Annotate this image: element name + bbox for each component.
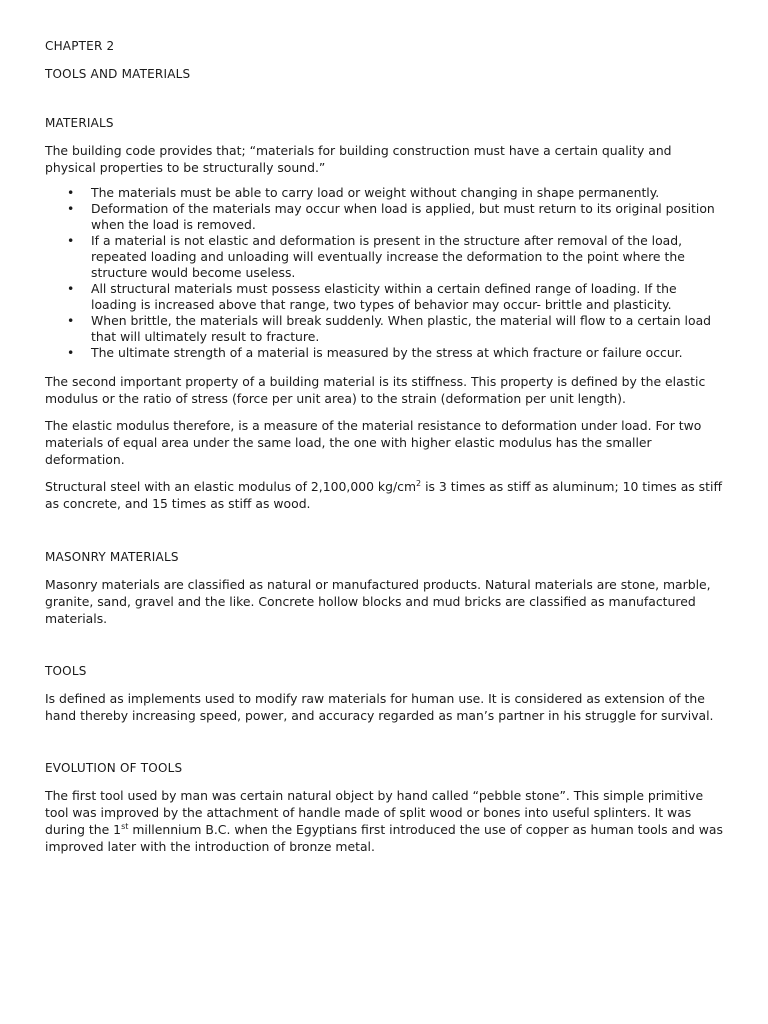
- chapter-title: TOOLS AND MATERIALS: [45, 67, 191, 81]
- list-item: • All structural materials must possess elasticity within a certain defined range of loading. If the loading is increased above that range, two types of behavior may occur- brittle and plasticity.: [67, 281, 677, 312]
- masonry-heading: MASONRY MATERIALS: [45, 550, 179, 564]
- bullet-icon: •: [67, 345, 75, 360]
- chapter-label: CHAPTER 2: [45, 39, 115, 53]
- bullet-icon: •: [67, 201, 75, 216]
- tools-paragraph: Is defined as implements used to modify raw materials for human use. It is considered as extension of the hand thereby increasing speed, power, and accuracy regarded as man’s partner in his struggle for survival.: [45, 691, 714, 723]
- materials-bullet-list: [45, 185, 725, 361]
- document-page: [45, 38, 725, 855]
- list-item: • When brittle, the materials will break suddenly. When plastic, the material will flow to a certain load that will ultimately result to fracture.: [67, 313, 712, 344]
- list-item: • If a material is not elastic and deformation is present in the structure after removal of the load, repeated loading and unloading will eventually increase the deformation to the point where the structure would become useless.: [67, 233, 685, 280]
- bullet-icon: •: [67, 185, 75, 200]
- materials-intro: The building code provides that; “materials for building construction must have a certain quality and physical properties to be structurally sound.”: [45, 143, 672, 175]
- bullet-icon: •: [67, 313, 75, 328]
- list-item: • The materials must be able to carry load or weight without changing in shape permanently.: [67, 185, 660, 200]
- tools-heading: TOOLS: [45, 664, 87, 678]
- elastic-modulus-paragraph: The elastic modulus therefore, is a measure of the material resistance to deformation under load. For two materials of equal area under the same load, the one with higher elastic modulus has the smaller deformation.: [45, 418, 702, 467]
- list-item: • Deformation of the materials may occur when load is applied, but must return to its original position when the load is removed.: [67, 201, 715, 232]
- bullet-icon: •: [67, 233, 75, 248]
- structural-steel-paragraph: Structural steel with an elastic modulus of 2,100,000 $kg/cm^2$ is 3 times as stiff as aluminum; 10 times as stiff as concrete, and 15 times as stiff as wood.: [45, 478, 722, 511]
- evolution-heading: EVOLUTION OF TOOLS: [45, 761, 183, 775]
- masonry-paragraph: Masonry materials are classified as natural or manufactured products. Natural materials are stone, marble, granite, sand, gravel and the like. Concrete hollow blocks and mud bricks are classified as manufactured materials.: [45, 577, 711, 626]
- stiffness-paragraph: The second important property of a building material is its stiffness. This property is defined by the elastic modulus or the ratio of stress (force per unit area) to the strain (deformation per unit length).: [45, 374, 706, 406]
- materials-heading: MATERIALS: [45, 116, 114, 130]
- superscript: 2: [416, 478, 422, 488]
- evolution-paragraph: The first tool used by man was certain natural object by hand called “pebble stone”. This simple primitive tool was improved by the attachment of handle made of split wood or bones into useful splinters. It was during the 1st millennium B.C. when the Egyptians first introduced the use of copper as human tools and was improved later with the introduction of bronze metal.: [45, 788, 723, 854]
- list-item: • The ultimate strength of a material is measured by the stress at which fracture or failure occur.: [67, 345, 683, 360]
- bullet-icon: •: [67, 281, 75, 296]
- superscript: st: [121, 821, 129, 831]
